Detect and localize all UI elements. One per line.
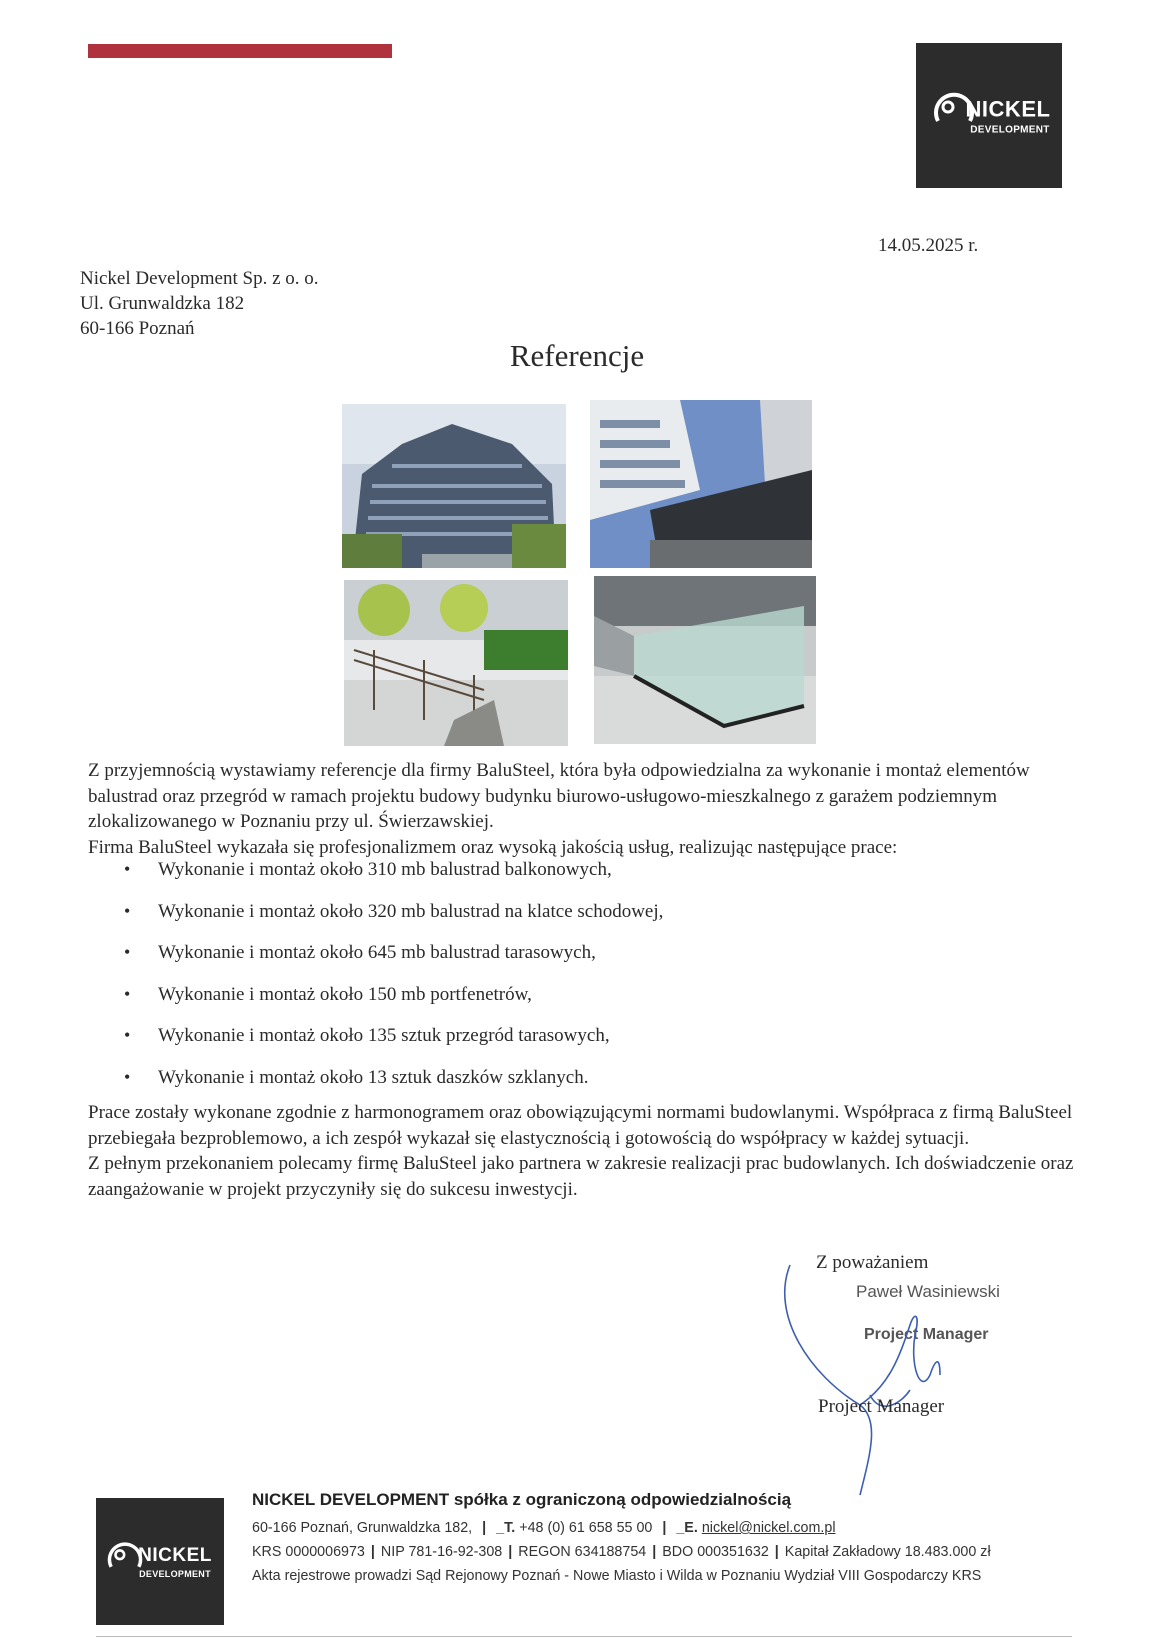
footer-regon: REGON 634188754 xyxy=(518,1544,647,1560)
logo-subtitle: DEVELOPMENT xyxy=(970,124,1050,135)
footer-contact-line: 60-166 Poznań, Grunwaldzka 182, | _T. +48 (0) 61 658 55 00 | _E. nickel@nickel.com.pl xyxy=(252,1520,836,1536)
footer-nip: NIP 781-16-92-308 xyxy=(380,1544,503,1560)
footer-address: 60-166 Poznań, Grunwaldzka 182, xyxy=(252,1520,473,1536)
accent-bar xyxy=(88,44,392,58)
handwritten-signature xyxy=(770,1255,980,1505)
signer-stamp-role: Project Manager xyxy=(864,1326,989,1343)
sender-city: 60-166 Poznań xyxy=(80,318,195,339)
building-courtyard-photo xyxy=(590,400,812,568)
closing-salutation: Z poważaniem xyxy=(816,1252,929,1273)
footer-email-link[interactable]: nickel@nickel.com.pl xyxy=(701,1520,836,1536)
building-facade-photo xyxy=(342,404,566,568)
document-title-text: Referencje xyxy=(509,338,645,373)
list-item: • Wykonanie i montaż około 645 mb balustrad tarasowych, xyxy=(120,940,1020,982)
glass-railing-photo xyxy=(594,576,816,744)
footer-capital: Kapitał Zakładowy 18.483.000 zł xyxy=(784,1544,991,1560)
closing-paragraphs xyxy=(88,1100,1078,1202)
paragraph-intro: Z przyjemnością wystawiamy referencje dla firmy BaluSteel, która była odpowiedzialna za wykonanie i montaż elementów balustrad oraz przegród w ramach projektu budowy budynku biurowo-usługowo-mieszkalnego z garażem podziemnym zlokalizowanego w Poznaniu przy ul. Świerzawskiej. xyxy=(88,760,1030,832)
footer-bdo: BDO 000351632 xyxy=(662,1544,769,1560)
footer-company-name: NICKEL DEVELOPMENT spółka z ograniczoną odpowiedzialnością xyxy=(252,1490,792,1509)
logo-name: NICKEL xyxy=(965,96,1051,121)
printed-role: Project Manager xyxy=(818,1396,945,1417)
paragraph-works-lead: Firma BaluSteel wykazała się profesjonalizmem oraz wysoką jakością usług, realizując następujące prace: xyxy=(88,836,898,858)
paragraph-recommendation: Z pełnym przekonaniem polecamy firmę BaluSteel jako partnera w zakresie realizacji prac budowlanych. Ich doświadczenie oraz zaangażowanie w projekt przyczyniły się do sukcesu inwestycji. xyxy=(88,1153,1074,1200)
letter-date: 14.05.2025 r. xyxy=(878,235,979,256)
sender-address xyxy=(80,266,319,341)
signer-stamp-name: Paweł Wasiniewski xyxy=(856,1282,1000,1301)
footer-email-label: _E. xyxy=(676,1520,698,1536)
company-logo xyxy=(916,43,1062,188)
company-footer xyxy=(252,1490,1142,1588)
document-title xyxy=(0,338,1154,374)
list-item: • Wykonanie i montaż około 320 mb balustrad na klatce schodowej, xyxy=(120,899,1020,941)
courtyard-railing-photo xyxy=(344,580,568,746)
list-item: • Wykonanie i montaż około 150 mb portfenetrów, xyxy=(120,982,1020,1024)
footer-logo-subtitle: DEVELOPMENT xyxy=(139,1568,211,1579)
footer-logo-name: NICKEL xyxy=(138,1544,212,1566)
bottom-divider xyxy=(96,1636,1072,1637)
footer-phone-label: _T. xyxy=(496,1520,516,1536)
sender-street: Ul. Grunwaldzka 182 xyxy=(80,293,245,314)
list-item: • Wykonanie i montaż około 310 mb balustrad balkonowych, xyxy=(120,857,1020,899)
footer-krs: KRS 0000006973 xyxy=(252,1544,365,1560)
footer-court: Akta rejestrowe prowadzi Sąd Rejonowy Poznań - Nowe Miasto i Wilda w Poznaniu Wydział VIII Gospodarczy KRS xyxy=(252,1568,982,1584)
works-list xyxy=(120,857,1020,1106)
intro-paragraphs xyxy=(88,758,1078,860)
paragraph-cooperation: Prace zostały wykonane zgodnie z harmonogramem oraz obowiązującymi normami budowlanymi. Współpraca z firmą BaluSteel przebiegała bezproblemowo, a ich zespół wykazał się elastycznością i gotowością do współpracy w każdej sytuacji. xyxy=(88,1102,1073,1149)
project-photo-collage xyxy=(342,404,814,744)
footer-logo xyxy=(96,1498,224,1625)
list-item: • Wykonanie i montaż około 135 sztuk przegród tarasowych, xyxy=(120,1023,1020,1065)
sender-company: Nickel Development Sp. z o. o. xyxy=(80,268,319,289)
list-item: • Wykonanie i montaż około 13 sztuk daszków szklanych. xyxy=(120,1065,1020,1107)
footer-phone[interactable]: +48 (0) 61 658 55 00 xyxy=(519,1520,653,1536)
footer-registry-line: KRS 0000006973 | NIP 781-16-92-308 | REGON 634188754 | BDO 000351632 | Kapitał Zakładowy 18.483.000 zł xyxy=(252,1544,991,1560)
